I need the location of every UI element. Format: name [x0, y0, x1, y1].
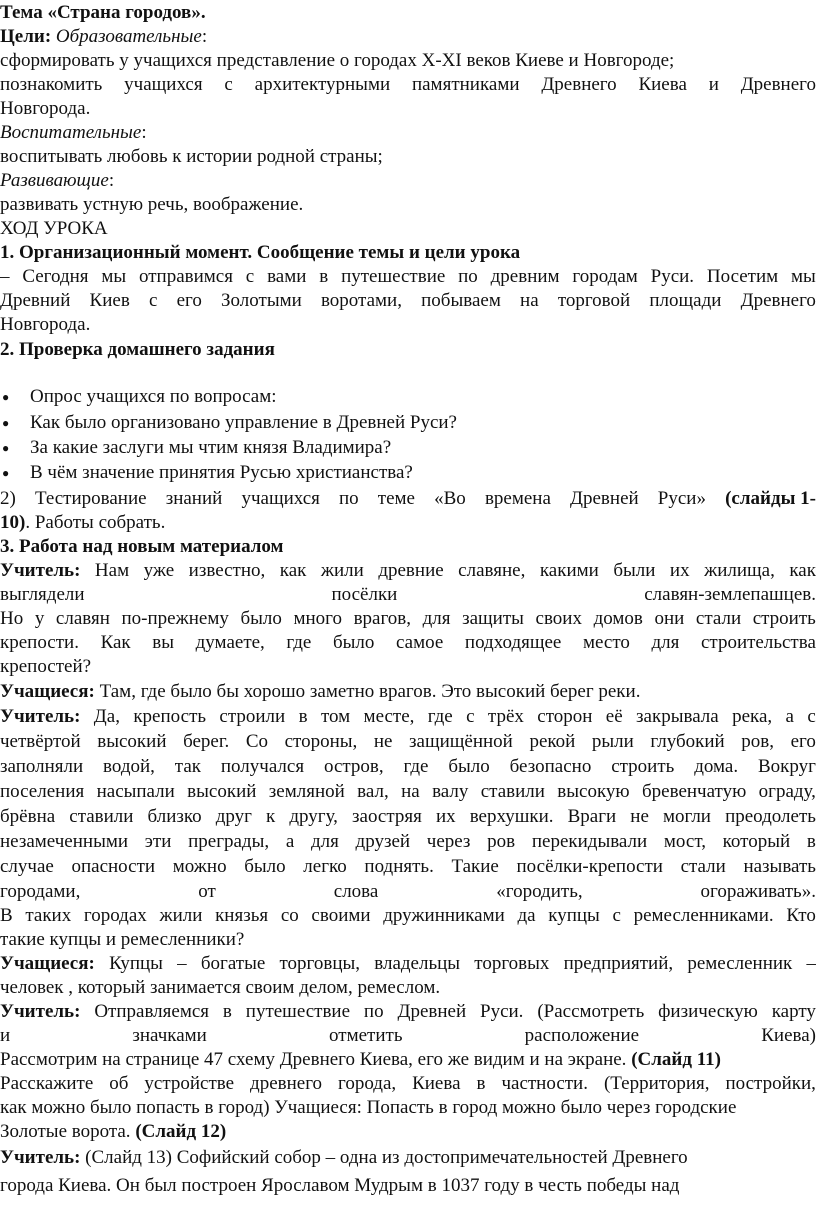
- word: было: [448, 756, 490, 777]
- word: Как: [100, 632, 131, 653]
- word: в: [319, 266, 329, 287]
- word: закрывала: [636, 706, 719, 727]
- word: называть: [743, 856, 816, 877]
- word: –: [806, 953, 816, 974]
- word: по: [363, 1001, 384, 1022]
- word: Враги: [567, 806, 617, 827]
- text-line: Новгорода.: [0, 314, 91, 335]
- word: у: [34, 608, 45, 629]
- word: строительства: [700, 632, 816, 653]
- word: место: [582, 632, 630, 653]
- word: перекидывали: [531, 831, 648, 852]
- word: получался: [220, 756, 305, 777]
- text-line: [0, 731, 816, 753]
- word: выглядели: [0, 584, 85, 605]
- word: стороны,: [284, 731, 358, 752]
- word: друг: [215, 806, 252, 827]
- section-heading: 1. Организационный момент. Сообщение темы и цели урока: [0, 242, 521, 263]
- dialogue-line: [0, 1147, 816, 1169]
- word: эти: [144, 831, 172, 852]
- word: огораживать».: [700, 881, 816, 902]
- word: своих: [535, 608, 582, 629]
- word: ремесленник: [687, 953, 793, 974]
- word: заполняли: [0, 756, 84, 777]
- word: славяне,: [458, 560, 526, 581]
- text-line: [0, 905, 816, 927]
- word: берег.: [183, 731, 230, 752]
- word: Но: [0, 608, 24, 629]
- word: друзей: [355, 831, 411, 852]
- dialogue-line: [0, 706, 816, 728]
- word: посёлки-крепости: [516, 856, 663, 877]
- bullet-item: [0, 386, 816, 408]
- word: вами: [267, 266, 307, 287]
- text-line: крепостей?: [0, 656, 92, 677]
- word: древние: [378, 560, 444, 581]
- word: устройстве: [144, 1073, 235, 1094]
- text-line: человек , который занимается своим делом, ремеслом.: [0, 977, 441, 998]
- word: жилища,: [704, 560, 775, 581]
- speaker-label: Учитель:: [0, 1001, 81, 1022]
- text-line: такие купцы и ремесленники?: [0, 929, 245, 950]
- slide-reference: (Слайд 12): [135, 1121, 227, 1142]
- word: карту: [771, 1001, 816, 1022]
- word: владельцы: [374, 953, 461, 974]
- bullet-item: [0, 437, 816, 459]
- word: Отправляемся: [94, 1001, 210, 1022]
- word: где: [286, 632, 312, 653]
- topic-title: Тема «Страна городов».: [0, 2, 206, 23]
- word: его: [176, 290, 202, 311]
- word: на: [401, 781, 420, 802]
- word: Киева: [412, 1073, 461, 1094]
- word: поселения: [0, 781, 85, 802]
- word: отметить: [329, 1025, 403, 1046]
- word: дома.: [694, 756, 739, 777]
- word: от: [198, 881, 216, 902]
- word: городах: [83, 905, 147, 926]
- word: врагов,: [353, 608, 412, 629]
- word: легко: [303, 856, 347, 877]
- word: преграды,: [188, 831, 270, 852]
- word: крепости.: [0, 632, 79, 653]
- word: Руси.: [480, 1001, 524, 1022]
- section-label: [0, 122, 816, 144]
- word: к: [266, 806, 276, 827]
- word: Вокруг: [757, 756, 816, 777]
- label-colon: :: [141, 122, 147, 143]
- word: воротами,: [320, 290, 402, 311]
- word: Руси»: [657, 488, 706, 509]
- word: с: [245, 266, 255, 287]
- word: защищённой: [409, 731, 513, 752]
- label-text: Развивающие: [0, 170, 109, 191]
- word: в: [298, 706, 308, 727]
- word: поднять.: [364, 856, 434, 877]
- dialogue-line: [0, 681, 816, 703]
- text-line: города Киева. Он был построен Ярославом Мудрым в 1037 году в честь победы над: [0, 1175, 680, 1196]
- speaker-label: Учащиеся:: [0, 681, 95, 702]
- word: заостряя: [352, 806, 422, 827]
- word: остров,: [323, 756, 384, 777]
- text-line: сформировать у учащихся представление о городах X-XI веков Киеве и Новгороде;: [0, 50, 675, 71]
- word: близко: [147, 806, 202, 827]
- word: Руси.: [650, 266, 695, 287]
- word: Тестирование: [34, 488, 147, 509]
- goals-type: Образовательные: [55, 26, 202, 47]
- text-rest: . Работы собрать.: [25, 512, 166, 533]
- word: рыли: [591, 731, 634, 752]
- slide-reference: 10): [0, 512, 26, 533]
- word: мы: [791, 266, 816, 287]
- lesson-plan-title: ХОД УРОКА: [0, 218, 108, 239]
- text-line: Новгорода.: [0, 98, 91, 119]
- word: князья: [215, 905, 269, 926]
- line-text: Рассмотрим на странице 47 схему Древнего Киева, его же видим и на экране.: [0, 1049, 627, 1070]
- word: и: [0, 1025, 11, 1046]
- word: защиты: [462, 608, 524, 629]
- word: преодолеть: [725, 806, 816, 827]
- dialogue-line: [0, 560, 816, 582]
- word: побываем: [421, 290, 501, 311]
- text-line: [0, 856, 816, 878]
- word: строить: [611, 756, 675, 777]
- word: как: [789, 560, 816, 581]
- speaker-label: Учитель:: [0, 1147, 81, 1168]
- word: Древний: [0, 290, 71, 311]
- word: Да,: [93, 706, 120, 727]
- word: торговцы,: [279, 953, 361, 974]
- label-colon: :: [108, 170, 115, 191]
- word: высокую: [557, 781, 630, 802]
- word: Киева: [638, 74, 687, 95]
- word: верхушки.: [469, 806, 554, 827]
- word: жили: [320, 560, 364, 581]
- word: с: [807, 706, 816, 727]
- speaker-label: Учитель:: [0, 560, 81, 581]
- word: ограду,: [758, 781, 816, 802]
- word: где: [427, 706, 453, 727]
- word: Киева): [761, 1025, 816, 1046]
- word: 2): [0, 488, 16, 509]
- word: по-прежнему: [121, 608, 229, 629]
- text-line: [0, 266, 816, 288]
- word: Древнего: [541, 74, 617, 95]
- word: Древнего: [740, 74, 816, 95]
- text-line: [0, 290, 816, 312]
- word: а: [785, 706, 794, 727]
- word: Такие: [451, 856, 499, 877]
- word: где: [403, 756, 429, 777]
- text-line: [0, 1073, 816, 1095]
- word: посёлки: [331, 584, 398, 605]
- bullet-text: За какие заслуги мы чтим князя Владимира?: [30, 437, 392, 458]
- text-line: [0, 632, 816, 654]
- word: Киев: [89, 290, 130, 311]
- word: вал,: [357, 781, 389, 802]
- word: Древнего: [740, 290, 816, 311]
- word: для: [310, 831, 339, 852]
- bullet-icon: ●: [2, 466, 10, 480]
- word: для: [422, 608, 451, 629]
- text-line: [0, 881, 816, 903]
- word: с: [148, 290, 158, 311]
- word: ров: [487, 831, 516, 852]
- word: города,: [338, 1073, 397, 1094]
- word: брёвна: [0, 806, 56, 827]
- text-line: [0, 512, 816, 534]
- dialogue-text: (Слайд 13) Софийский собор – одна из достопримечательностей Древнего: [80, 1147, 688, 1168]
- word: опасности: [71, 856, 156, 877]
- word: мы: [101, 266, 127, 287]
- text-line: как можно было попасть в город) Учащиеся: Попасть в город можно было через городские: [0, 1097, 737, 1118]
- word: который: [722, 831, 791, 852]
- label-text: Воспитательные: [0, 122, 142, 143]
- word: они: [654, 608, 685, 629]
- word: площади: [649, 290, 722, 311]
- word: жили: [159, 905, 203, 926]
- word: путешествие: [245, 1001, 351, 1022]
- word: как: [279, 560, 307, 581]
- word: крепость: [133, 706, 207, 727]
- text-line: [0, 831, 816, 853]
- word: так: [174, 756, 201, 777]
- word: думаете,: [195, 632, 265, 653]
- word: торговых: [474, 953, 550, 974]
- word: с: [466, 706, 475, 727]
- word: купцы: [548, 905, 600, 926]
- word: много: [293, 608, 342, 629]
- line-text: Золотые ворота.: [0, 1121, 131, 1142]
- dialogue-line: [0, 1001, 816, 1023]
- word: ремесленниками.: [633, 905, 774, 926]
- section-heading: 3. Работа над новым материалом: [0, 536, 284, 557]
- bullet-text: Опрос учащихся по вопросам:: [30, 386, 277, 407]
- speaker-label: Учащиеся:: [0, 953, 95, 974]
- word: земляной: [268, 781, 345, 802]
- word: водой,: [103, 756, 155, 777]
- word: в: [222, 1001, 232, 1022]
- word: славян: [55, 608, 110, 629]
- word: безопасно: [509, 756, 592, 777]
- word: Расскажите: [0, 1073, 94, 1094]
- text-line: [0, 756, 816, 778]
- word: мост,: [663, 831, 706, 852]
- word: самое: [396, 632, 444, 653]
- word: в: [806, 831, 816, 852]
- word: таких: [25, 905, 72, 926]
- word: стали: [695, 608, 742, 629]
- word: В: [0, 905, 13, 926]
- word: Со: [245, 731, 269, 752]
- dialogue-text: Там, где было бы хорошо заметно врагов. Это высокий берег реки.: [99, 681, 641, 702]
- word: было: [240, 608, 282, 629]
- goals-label: Цели:: [0, 26, 52, 47]
- word: знаний: [165, 488, 223, 509]
- word: было: [244, 856, 286, 877]
- word: –: [177, 953, 187, 974]
- word: её: [605, 706, 623, 727]
- section-label: [0, 170, 816, 192]
- word: насыпали: [96, 781, 175, 802]
- word: городами,: [0, 881, 81, 902]
- word: Древней: [397, 1001, 467, 1022]
- text-line: [0, 806, 816, 828]
- word: городам: [572, 266, 638, 287]
- word: строить: [752, 608, 816, 629]
- word: ставили: [69, 806, 134, 827]
- word: постройки,: [725, 1073, 816, 1094]
- word: не: [630, 806, 649, 827]
- word: строили: [219, 706, 286, 727]
- word: с: [612, 905, 621, 926]
- word: высокий: [187, 781, 257, 802]
- section-heading: 2. Проверка домашнего задания: [0, 339, 275, 360]
- word: известно,: [188, 560, 266, 581]
- word: какими: [539, 560, 599, 581]
- bullet-icon: ●: [2, 416, 10, 430]
- word: значками: [132, 1025, 207, 1046]
- bullet-item: [0, 462, 816, 484]
- word: об: [109, 1073, 129, 1094]
- text-line: [0, 1121, 816, 1143]
- dialogue-line: [0, 953, 816, 975]
- word: с: [224, 74, 233, 95]
- word: памятниками: [411, 74, 520, 95]
- word: древним: [490, 266, 560, 287]
- bullet-item: [0, 412, 816, 434]
- word: валу: [432, 781, 469, 802]
- word: путешествие: [341, 266, 446, 287]
- text-line: [0, 488, 816, 510]
- bullet-text: Как было организовано управление в Древней Руси?: [30, 412, 457, 433]
- word: «Во: [434, 488, 466, 509]
- word: рекой: [529, 731, 576, 752]
- word: домов: [593, 608, 643, 629]
- word: месте,: [363, 706, 415, 727]
- word: сторон: [537, 706, 593, 727]
- word: том: [320, 706, 351, 727]
- word: да: [517, 905, 536, 926]
- word: познакомить: [0, 74, 103, 95]
- word: частности.: [501, 1073, 588, 1094]
- word: –: [0, 266, 10, 287]
- goals-colon: :: [201, 26, 208, 47]
- word: незамеченными: [0, 831, 129, 852]
- word: уже: [143, 560, 175, 581]
- word: Посетим: [706, 266, 779, 287]
- word: а: [285, 831, 295, 852]
- word: «городить,: [496, 881, 583, 902]
- slide-reference: (Слайд 11): [631, 1049, 721, 1070]
- word: богатые: [200, 953, 266, 974]
- word: могли: [662, 806, 711, 827]
- text-line: [0, 1025, 816, 1047]
- word: славян-землепашцев.: [644, 584, 816, 605]
- text-line: [0, 608, 816, 630]
- word: было: [332, 632, 375, 653]
- word: (Рассмотреть: [537, 1001, 645, 1022]
- word: подходящее: [464, 632, 562, 653]
- word: Древней: [570, 488, 639, 509]
- word: своими: [311, 905, 371, 926]
- word: Сегодня: [22, 266, 89, 287]
- word: вы: [152, 632, 175, 653]
- goals-line: [0, 26, 816, 48]
- bullet-icon: ●: [2, 390, 10, 404]
- word: отправимся: [138, 266, 233, 287]
- word: расположение: [524, 1025, 640, 1046]
- text-line: развивать устную речь, воображение.: [0, 194, 304, 215]
- word: глубокий: [650, 731, 725, 752]
- text-line: [0, 781, 816, 803]
- word: не: [373, 731, 393, 752]
- bullet-text: В чём значение принятия Русью христианства?: [30, 462, 413, 483]
- word: другу,: [289, 806, 338, 827]
- word: можно: [172, 856, 227, 877]
- word: случае: [0, 856, 54, 877]
- speaker-label: Учитель:: [0, 706, 81, 727]
- word: ставили: [480, 781, 545, 802]
- word: Купцы: [109, 953, 163, 974]
- text-line: [0, 584, 816, 606]
- word: (Территория,: [603, 1073, 710, 1094]
- word: Нам: [94, 560, 130, 581]
- text-line: [0, 74, 816, 96]
- word: бревенчатую: [641, 781, 747, 802]
- word: стали: [680, 856, 726, 877]
- word: на: [520, 290, 539, 311]
- word: река,: [732, 706, 773, 727]
- text-line: [0, 1049, 816, 1071]
- word: со: [280, 905, 299, 926]
- word: трёх: [487, 706, 524, 727]
- word: его: [790, 731, 816, 752]
- word: ров,: [741, 731, 774, 752]
- word: учащихся: [241, 488, 320, 509]
- word: через: [426, 831, 471, 852]
- word: дружинниками: [383, 905, 505, 926]
- word: и: [708, 74, 719, 95]
- word: для: [651, 632, 680, 653]
- bullet-icon: ●: [2, 441, 10, 455]
- slide-reference: (слайды 1-: [725, 488, 816, 509]
- word: Золотыми: [221, 290, 302, 311]
- word: архитектурными: [254, 74, 391, 95]
- word: четвёртой: [0, 731, 81, 752]
- word: их: [669, 560, 690, 581]
- word: по: [458, 266, 478, 287]
- word: древнего: [250, 1073, 323, 1094]
- word: были: [613, 560, 656, 581]
- word: предприятий,: [563, 953, 674, 974]
- word: по: [339, 488, 359, 509]
- word: их: [435, 806, 456, 827]
- word: слова: [333, 881, 379, 902]
- word: высокий: [97, 731, 167, 752]
- word: времена: [484, 488, 551, 509]
- word: в: [476, 1073, 486, 1094]
- word: Кто: [786, 905, 816, 926]
- word: учащихся: [124, 74, 203, 95]
- word: торговой: [557, 290, 631, 311]
- word: физическую: [658, 1001, 758, 1022]
- text-line: воспитывать любовь к истории родной страны;: [0, 146, 383, 167]
- word: теме: [377, 488, 415, 509]
